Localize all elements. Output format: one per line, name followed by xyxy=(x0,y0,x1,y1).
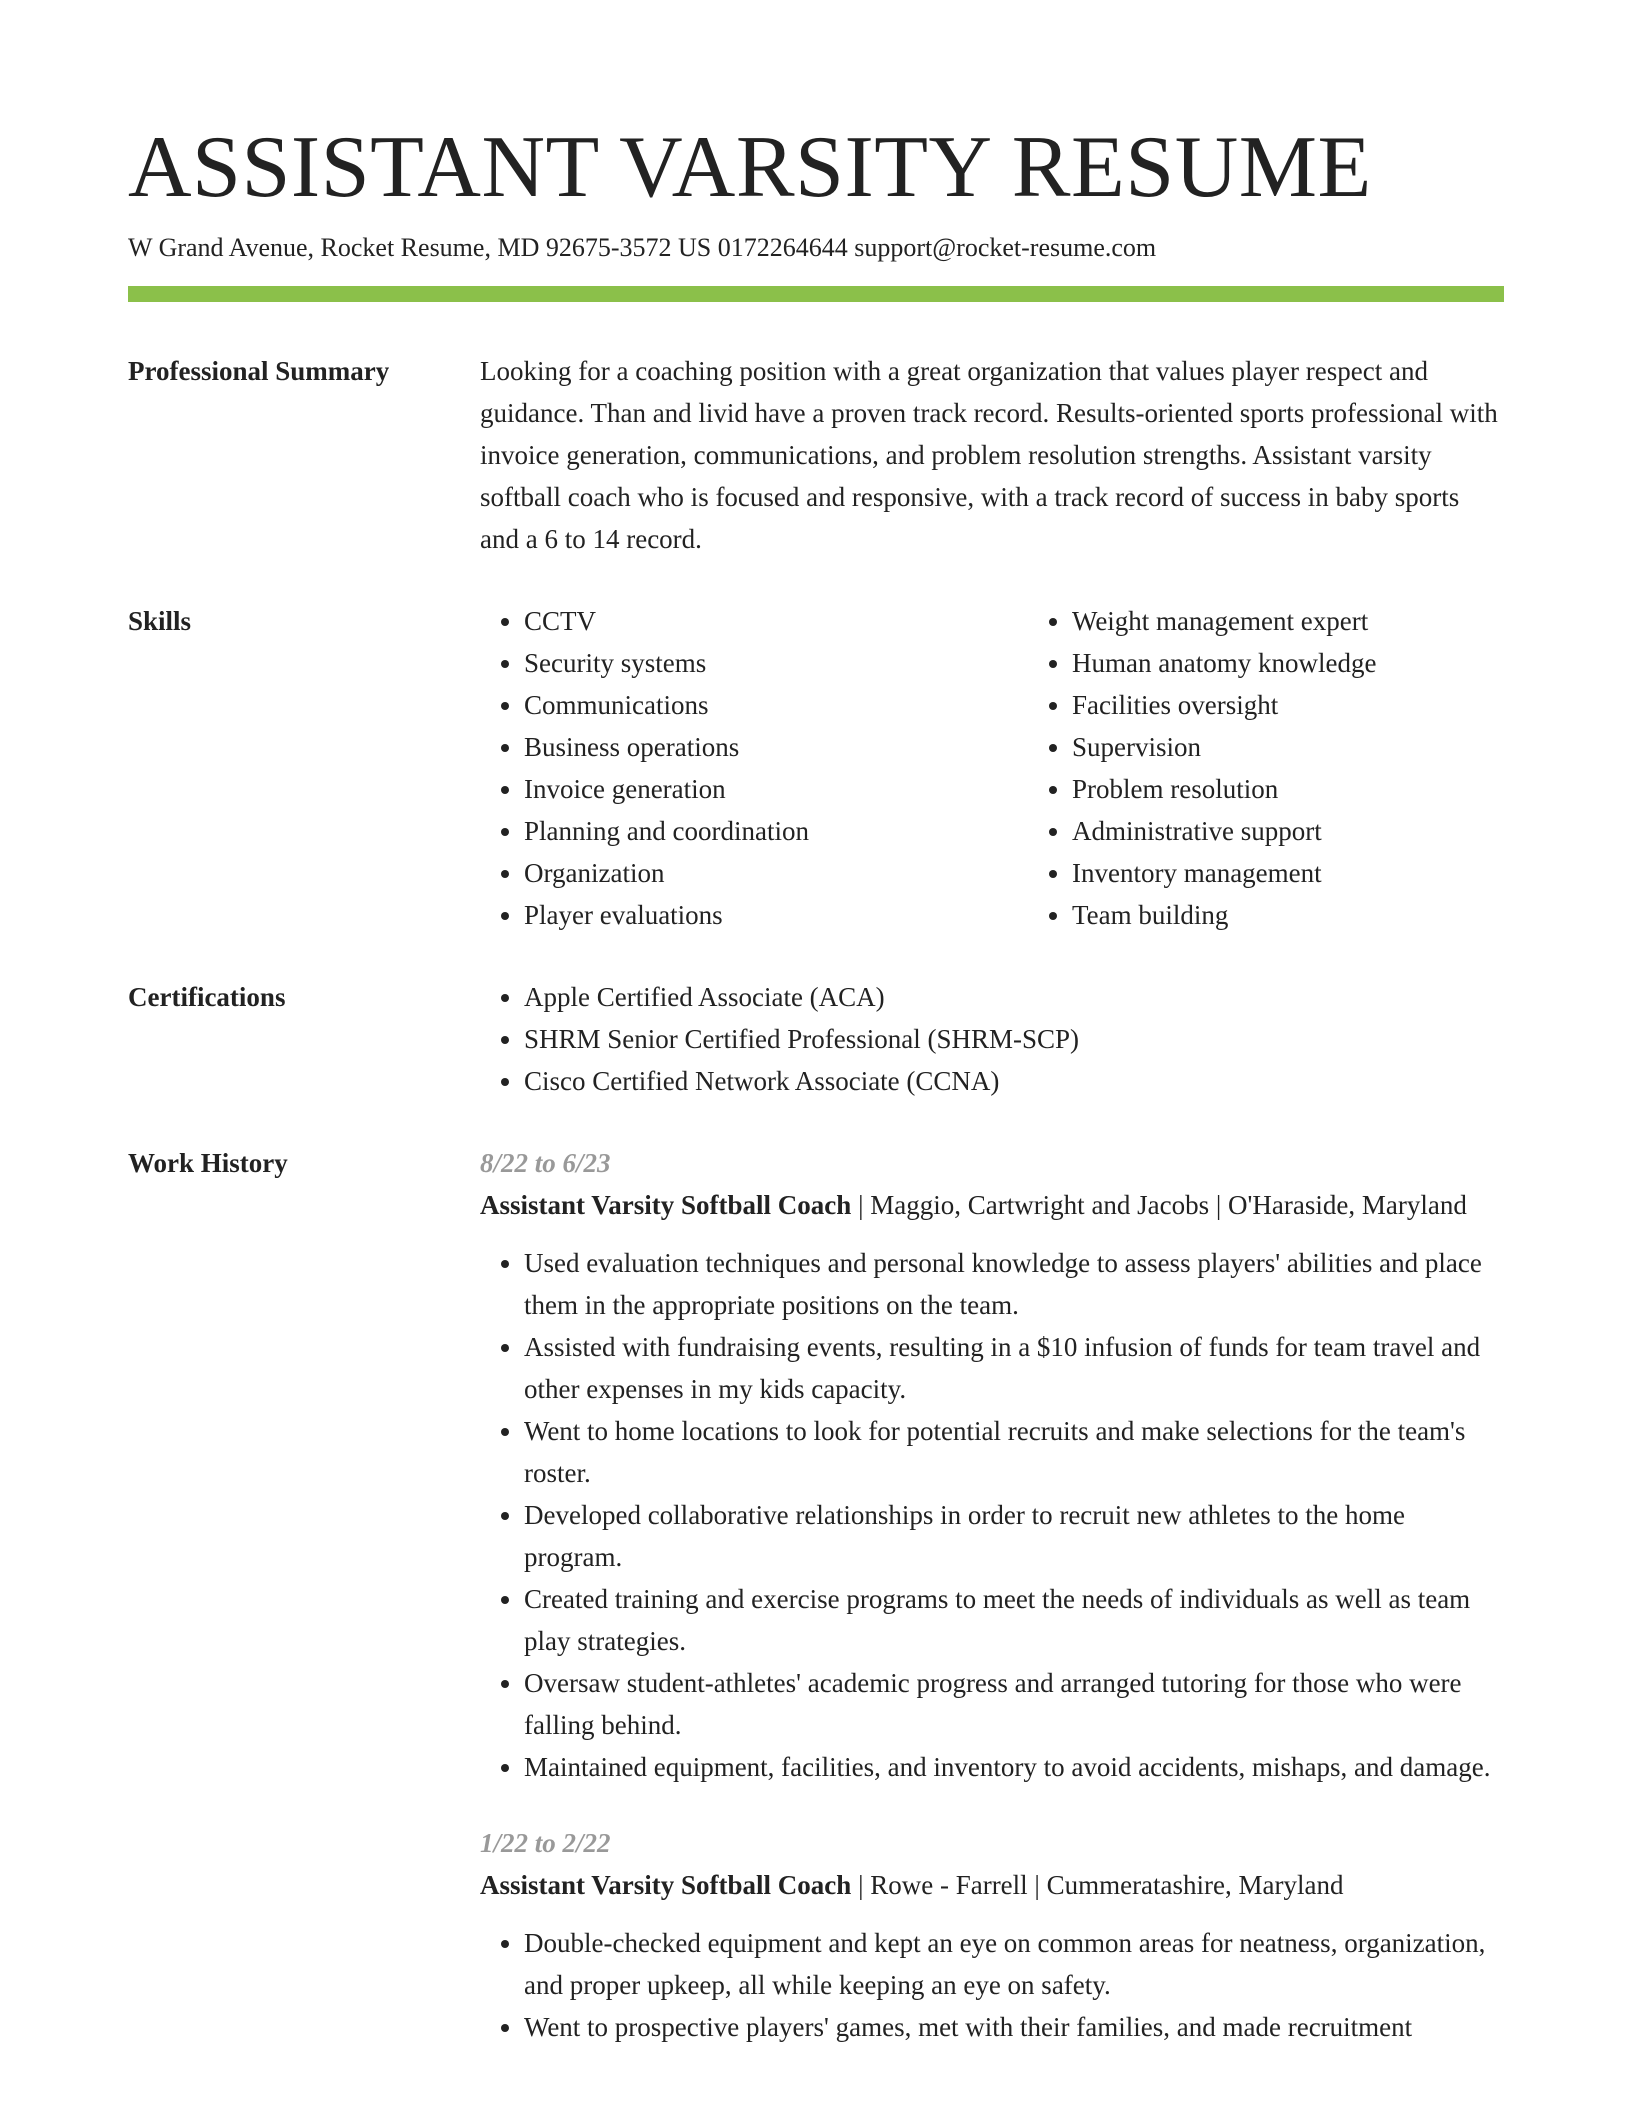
section-label-summary: Professional Summary xyxy=(128,356,390,386)
job-bullet: • Went to prospective players' games, met with their families, and made recruitment xyxy=(524,2006,1504,2048)
summary-section xyxy=(128,350,1504,560)
job-heading xyxy=(480,1864,1504,1906)
job-bullet: • Used evaluation techniques and personal knowledge to assess players' abilities and place them in the appropriate positions on the team. xyxy=(524,1242,1504,1326)
skill-item: • Business operations xyxy=(524,726,1028,768)
certifications-list xyxy=(480,976,1504,1102)
work-history-section xyxy=(128,1142,1504,2048)
certifications-content xyxy=(480,976,1504,1102)
skills-list-left xyxy=(480,600,1028,936)
work-history-content xyxy=(480,1142,1504,2048)
summary-text: Looking for a coaching position with a great organization that values player respect and guidance. Than and livid have a proven track record. Results-oriented sports professional with invoice generation, communications, and problem resolution strengths. Assistant varsity softball coach who is focused and responsive, with a track record of success in baby sports and a 6 to 14 record. xyxy=(480,356,1498,554)
contact-line: W Grand Avenue, Rocket Resume, MD 92675-3572 US 0172264644 support@rocket-resume.com xyxy=(128,233,1157,262)
skill-item: • Communications xyxy=(524,684,1028,726)
skills-list-right xyxy=(1028,600,1504,936)
job-bullet: • Developed collaborative relationships in order to recruit new athletes to the home program. xyxy=(524,1494,1504,1578)
job-bullet: • Maintained equipment, facilities, and inventory to avoid accidents, mishaps, and damage. xyxy=(524,1746,1504,1788)
skill-item: • Planning and coordination xyxy=(524,810,1028,852)
skill-item: • Inventory management xyxy=(1072,852,1504,894)
job-bullet: • Oversaw student-athletes' academic progress and arranged tutoring for those who were falling behind. xyxy=(524,1662,1504,1746)
skills-section xyxy=(128,600,1504,936)
certification-item: • Cisco Certified Network Associate (CCNA) xyxy=(524,1060,1504,1102)
skill-item: • Invoice generation xyxy=(524,768,1028,810)
job-bullets xyxy=(480,1242,1504,1788)
job-dates: 8/22 to 6/23 xyxy=(480,1148,611,1178)
section-label-certifications: Certifications xyxy=(128,982,286,1012)
skills-columns xyxy=(480,600,1504,936)
skill-item: • Supervision xyxy=(1072,726,1504,768)
job-heading xyxy=(480,1184,1504,1226)
resume-title: ASSISTANT VARSITY RESUME xyxy=(128,119,1372,216)
skill-item: • CCTV xyxy=(524,600,1028,642)
certification-item: • Apple Certified Associate (ACA) xyxy=(524,976,1504,1018)
job-entry xyxy=(480,1142,1504,1788)
certification-item: • SHRM Senior Certified Professional (SHRM-SCP) xyxy=(524,1018,1504,1060)
skill-item: • Problem resolution xyxy=(1072,768,1504,810)
job-bullet: • Created training and exercise programs to meet the needs of individuals as well as team play strategies. xyxy=(524,1578,1504,1662)
job-bullet: • Double-checked equipment and kept an eye on common areas for neatness, organization, and proper upkeep, all while keeping an eye on safety. xyxy=(524,1922,1504,2006)
skill-item: • Administrative support xyxy=(1072,810,1504,852)
section-label-work-history: Work History xyxy=(128,1148,288,1178)
job-entry xyxy=(480,1822,1504,2048)
job-title: Assistant Varsity Softball Coach xyxy=(480,1870,852,1900)
skill-item: • Security systems xyxy=(524,642,1028,684)
section-label-skills: Skills xyxy=(128,606,192,636)
job-employer-location: | Rowe - Farrell | Cummeratashire, Maryland xyxy=(851,1870,1344,1900)
job-dates: 1/22 to 2/22 xyxy=(480,1828,611,1858)
skill-item: • Organization xyxy=(524,852,1028,894)
resume-page xyxy=(128,118,1504,2048)
job-bullet: • Went to home locations to look for potential recruits and make selections for the team's roster. xyxy=(524,1410,1504,1494)
job-bullets xyxy=(480,1922,1504,2048)
header-divider xyxy=(128,286,1504,302)
skill-item: • Weight management expert xyxy=(1072,600,1504,642)
skill-item: • Facilities oversight xyxy=(1072,684,1504,726)
certifications-section xyxy=(128,976,1504,1102)
job-bullet: • Assisted with fundraising events, resulting in a $10 infusion of funds for team travel and other expenses in my kids capacity. xyxy=(524,1326,1504,1410)
skill-item: • Team building xyxy=(1072,894,1504,936)
job-title: Assistant Varsity Softball Coach xyxy=(480,1190,852,1220)
job-employer-location: | Maggio, Cartwright and Jacobs | O'Haraside, Maryland xyxy=(851,1190,1467,1220)
skill-item: • Human anatomy knowledge xyxy=(1072,642,1504,684)
skill-item: • Player evaluations xyxy=(524,894,1028,936)
